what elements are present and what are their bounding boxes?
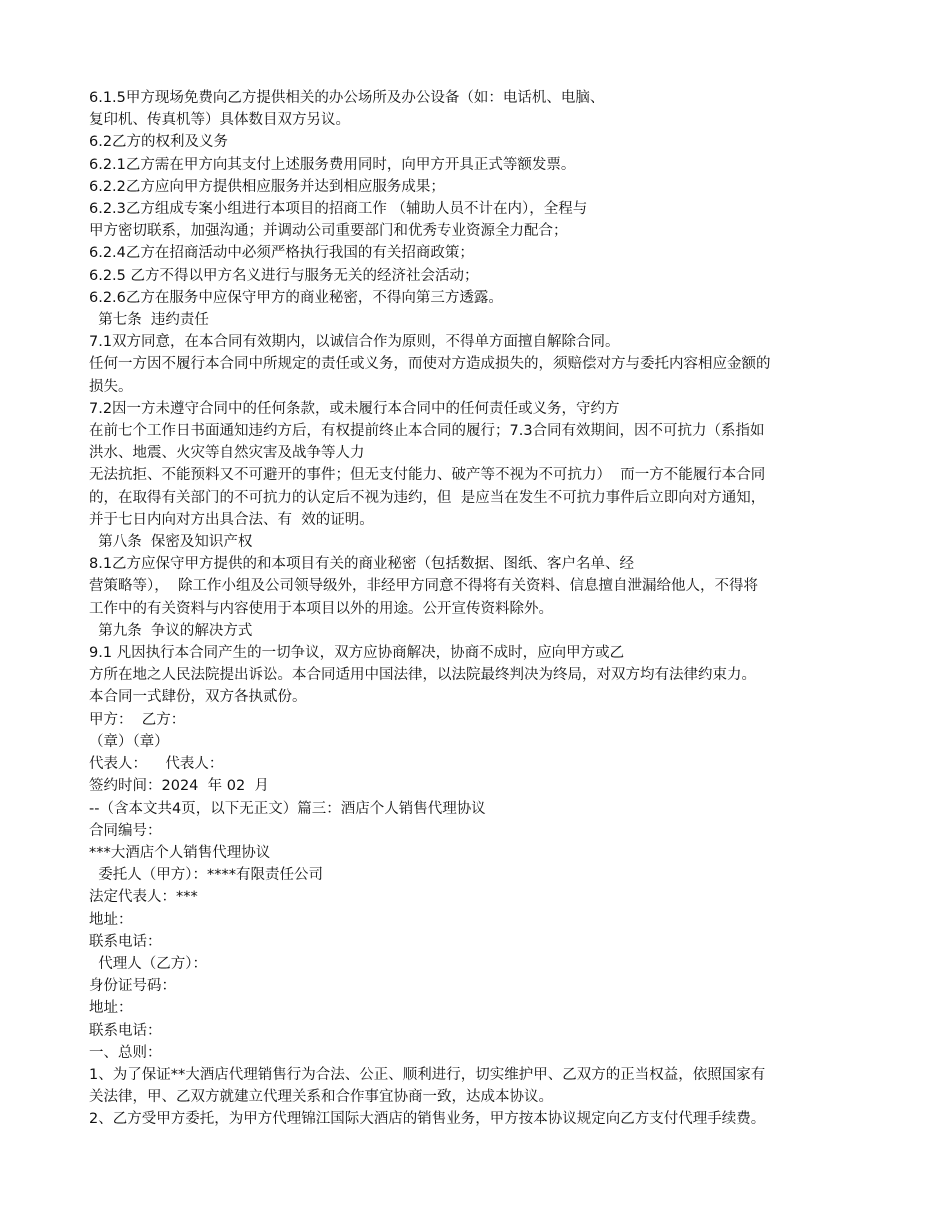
clause-6-2-5: 6.2.5 乙方不得以甲方名义进行与服务无关的经济社会活动； bbox=[89, 267, 479, 284]
clause-6-2-4: 6.2.4乙方在招商活动中必须严格执行我国的有关招商政策； bbox=[89, 245, 474, 262]
document-page bbox=[89, 87, 859, 1131]
end-note-and-article-3-title: --（含本文共4页，以下无正文）篇三：酒店个人销售代理协议 bbox=[89, 800, 486, 817]
clause-6-2-2: 6.2.2乙方应向甲方提供相应服务并达到相应服务成果； bbox=[89, 178, 445, 195]
signing-date: 签约时间：2024 年 02 月 bbox=[89, 778, 269, 795]
agent-phone-label: 联系电话： bbox=[89, 1022, 162, 1039]
clause-8-1-line-3: 工作中的有关资料与内容使用于本项目以外的用途。公开宣传资料除外。 bbox=[89, 600, 553, 617]
clause-9-1-line-1: 9.1 凡因执行本合同产生的一切争议，双方应协商解决，协商不成时，应向甲方或乙 bbox=[89, 645, 625, 662]
representative-labels: 代表人： 代表人： bbox=[89, 756, 224, 773]
clause-6-2-3-line-1: 6.2.3乙方组成专案小组进行本项目的招商工作 （辅助人员不计在内），全程与 bbox=[89, 201, 588, 218]
section-6-2-heading: 6.2乙方的权利及义务 bbox=[89, 134, 229, 151]
general-provisions-heading: 一、总则： bbox=[89, 1044, 162, 1061]
copies-statement: 本合同一式肆份，双方各执贰份。 bbox=[89, 689, 307, 706]
clause-7-2-line-2: 在前七个工作日书面通知违约方后，有权提前终止本合同的履行；7.3合同有效期间，因不可抗力（系指如 bbox=[89, 423, 765, 440]
clause-7-3-line-3: 的，在取得有关部门的不可抗力的认定后不视为违约，但 是应当在发生不可抗力事件后立即向对方通知， bbox=[89, 489, 766, 506]
article-9-heading: 第九条 争议的解决方式 bbox=[89, 622, 253, 639]
article-7-heading: 第七条 违约责任 bbox=[89, 312, 209, 329]
agreement-title: ***大酒店个人销售代理协议 bbox=[89, 844, 271, 861]
contract-number-label: 合同编号： bbox=[89, 822, 162, 839]
clause-6-1-5-line-1: 6.1.5甲方现场免费向乙方提供相关的办公场所及办公设备（如：电话机、电脑、 bbox=[89, 90, 605, 106]
clause-7-1-line-2: 任何一方因不履行本合同中所规定的责任或义务，而使对方造成损失的，须赔偿对方与委托内容相应金额的 bbox=[89, 356, 771, 373]
clause-7-2-line-1: 7.2因一方未遵守合同中的任何条款，或未履行本合同中的任何责任或义务，守约方 bbox=[89, 400, 620, 417]
id-number-label: 身份证号码： bbox=[89, 978, 176, 995]
principal-address-label: 地址： bbox=[89, 911, 133, 928]
article-8-heading: 第八条 保密及知识产权 bbox=[89, 534, 253, 551]
provision-1-line-1: 1、为了保证**大酒店代理销售行为合法、公正、顺利进行，切实维护甲、乙双方的正当权益，依照国家有 bbox=[89, 1066, 766, 1083]
clause-7-3-line-2: 无法抗拒、不能预料又不可避开的事件；但无支付能力、破产等不视为不可抗力） 而一方不能履行本合同 bbox=[89, 467, 766, 484]
agent-address-label: 地址： bbox=[89, 1000, 133, 1017]
principal-phone-label: 联系电话： bbox=[89, 933, 162, 950]
agent-party: 代理人（乙方）： bbox=[89, 955, 207, 972]
clause-9-1-line-2: 方所在地之人民法院提出诉讼。本合同适用中国法律，以法院最终判决为终局，对双方均有法律约束力。 bbox=[89, 667, 756, 684]
clause-8-1-line-1: 8.1乙方应保守甲方提供的和本项目有关的商业秘密（包括数据、图纸、客户名单、经 bbox=[89, 556, 635, 573]
clause-8-1-line-2: 营策略等）， 除工作小组及公司领导级外，非经甲方同意不得将有关资料、信息擅自泄漏给他人，不得将 bbox=[89, 578, 758, 595]
party-signature-labels: 甲方： 乙方： bbox=[89, 711, 186, 728]
seal-labels: （章）（章） bbox=[89, 733, 169, 750]
provision-1-line-2: 关法律，甲、乙双方就建立代理关系和合作事宜协商一致，达成本协议。 bbox=[89, 1089, 553, 1106]
provision-2: 2、乙方受甲方委托，为甲方代理锦江国际大酒店的销售业务，甲方按本协议规定向乙方支付代理手续费。 bbox=[89, 1111, 766, 1128]
clause-6-2-3-line-2: 甲方密切联系，加强沟通；并调动公司重要部门和优秀专业资源全力配合； bbox=[89, 223, 568, 240]
clause-7-3-line-1: 洪水、地震、火灾等自然灾害及战争等人力 bbox=[89, 445, 365, 462]
clause-6-1-5-line-2: 复印机、传真机等）具体数目双方另议。 bbox=[89, 112, 350, 129]
clause-6-2-6: 6.2.6乙方在服务中应保守甲方的商业秘密，不得向第三方透露。 bbox=[89, 289, 503, 306]
clause-6-2-1: 6.2.1乙方需在甲方向其支付上述服务费用同时，向甲方开具正式等额发票。 bbox=[89, 156, 576, 173]
clause-7-1: 7.1双方同意，在本合同有效期内，以诚信合作为原则，不得单方面擅自解除合同。 bbox=[89, 334, 620, 351]
legal-representative: 法定代表人：*** bbox=[89, 889, 198, 906]
clause-7-3-line-4: 并于七日内向对方出具合法、有 效的证明。 bbox=[89, 511, 374, 528]
principal-party: 委托人（甲方）：****有限责任公司 bbox=[89, 867, 323, 884]
clause-7-1-line-3: 损失。 bbox=[89, 378, 133, 395]
